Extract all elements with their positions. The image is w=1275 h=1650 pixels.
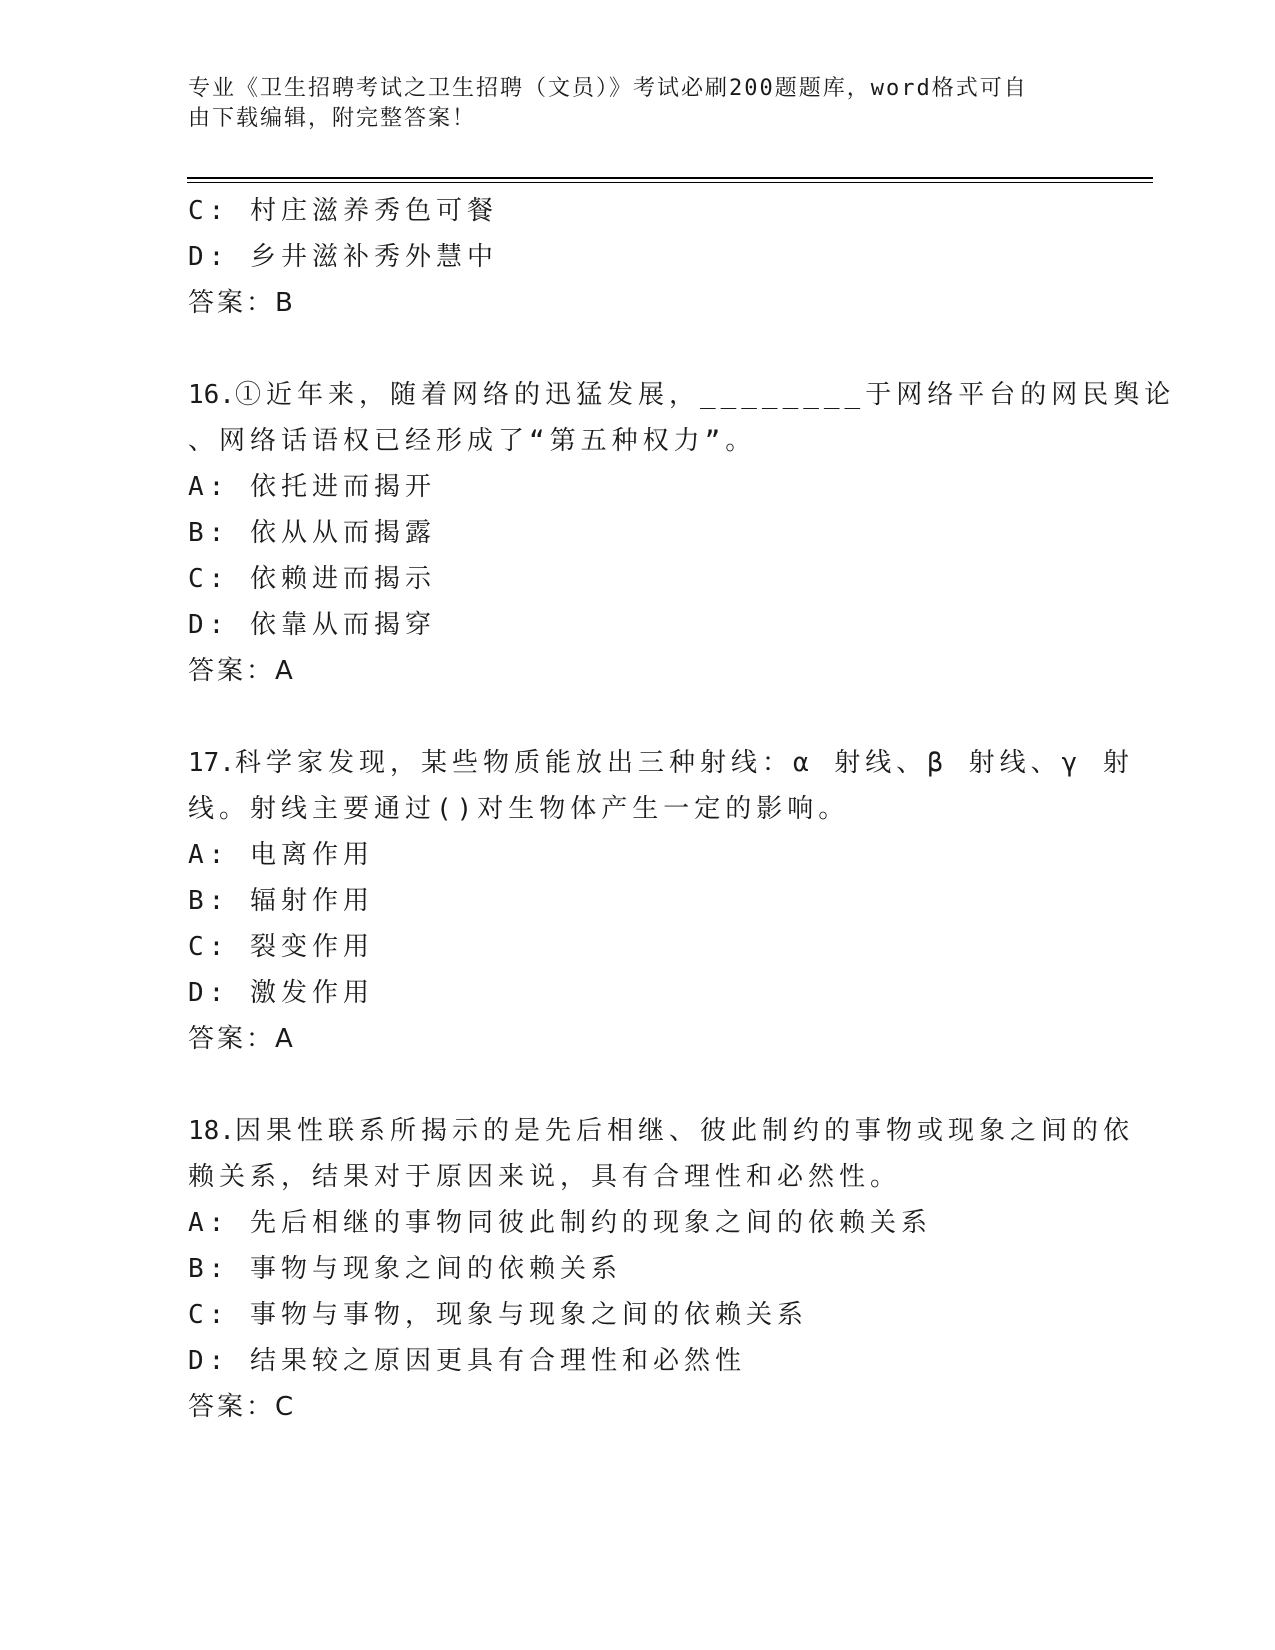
option-key: D: (188, 1346, 230, 1376)
option-line (188, 602, 1088, 648)
answer-line: 答案：A (188, 1024, 296, 1054)
spacer (188, 326, 1088, 372)
question-number: 16. (188, 380, 235, 410)
option-text: 激发作用 (249, 978, 374, 1008)
option-text: 事物与事物，现象与现象之间的依赖关系 (249, 1300, 808, 1330)
option-line (188, 1292, 1088, 1338)
header-line-1: 专业《卫生招聘考试之卫生招聘（文员）》考试必刷200题题库，word格式可自 (188, 76, 1028, 101)
option-text: 电离作用 (249, 840, 374, 870)
option-text: 事物与现象之间的依赖关系 (249, 1254, 622, 1284)
option-line (188, 188, 1088, 234)
spacer (188, 1062, 1088, 1108)
question-18 (188, 1108, 1134, 1430)
spacer (188, 694, 1088, 740)
option-line (188, 878, 1088, 924)
question-text: ①近年来，随着网络的迅猛发展，________于网络平台的网民舆论 (234, 380, 1176, 410)
option-key: B: (188, 1254, 230, 1284)
option-line (188, 1200, 1088, 1246)
question-line (188, 1108, 1134, 1154)
option-key: C: (188, 196, 230, 226)
option-text: 先后相继的事物同彼此制约的现象之间的依赖关系 (249, 1208, 932, 1238)
option-line (188, 924, 1088, 970)
option-key: C: (188, 1300, 230, 1330)
question-number: 17. (188, 748, 235, 778)
option-text: 依赖进而揭示 (249, 564, 436, 594)
option-line (188, 1338, 1088, 1384)
option-line (188, 464, 1088, 510)
option-line (188, 510, 1088, 556)
option-text: 村庄滋养秀色可餐 (249, 196, 498, 226)
option-key: A: (188, 472, 230, 502)
question-line: 、网络话语权已经形成了“第五种权力”。 (188, 426, 757, 456)
option-key: C: (188, 564, 230, 594)
question-17 (188, 740, 1134, 1062)
option-key: A: (188, 840, 230, 870)
answer-line: 答案：B (188, 288, 296, 318)
option-key: D: (188, 978, 230, 1008)
option-text: 结果较之原因更具有合理性和必然性 (249, 1346, 746, 1376)
option-key: B: (188, 518, 230, 548)
question-line (188, 740, 1134, 786)
option-key: B: (188, 886, 230, 916)
question-line (188, 372, 1176, 418)
option-text: 辐射作用 (249, 886, 374, 916)
answer-line: 答案：C (188, 1392, 297, 1422)
document-body (188, 188, 1176, 1430)
question-line: 线。射线主要通过()对生物体产生一定的影响。 (188, 794, 850, 824)
answer-line: 答案：A (188, 656, 296, 686)
question-16 (188, 372, 1176, 694)
option-text: 裂变作用 (249, 932, 374, 962)
question-line: 赖关系，结果对于原因来说，具有合理性和必然性。 (188, 1162, 902, 1192)
option-key: A: (188, 1208, 230, 1238)
header-line-2: 由下载编辑，附完整答案！ (188, 106, 477, 131)
option-key: D: (188, 610, 230, 640)
header-divider (187, 177, 1153, 183)
page-header (188, 74, 1068, 134)
option-text: 依托进而揭开 (249, 472, 436, 502)
option-text: 乡井滋补秀外慧中 (249, 242, 498, 272)
option-line (188, 1246, 1088, 1292)
option-line (188, 970, 1088, 1016)
option-text: 依靠从而揭穿 (249, 610, 436, 640)
option-line (188, 556, 1088, 602)
prev-question (188, 188, 1088, 326)
question-number: 18. (188, 1116, 235, 1146)
option-line (188, 832, 1088, 878)
option-key: D: (188, 242, 230, 272)
option-key: C: (188, 932, 230, 962)
option-text: 依从从而揭露 (249, 518, 436, 548)
question-text: 科学家发现，某些物质能放出三种射线：α 射线、β 射线、γ 射 (234, 748, 1134, 778)
option-line (188, 234, 1088, 280)
question-text: 因果性联系所揭示的是先后相继、彼此制约的事物或现象之间的依 (234, 1116, 1134, 1146)
